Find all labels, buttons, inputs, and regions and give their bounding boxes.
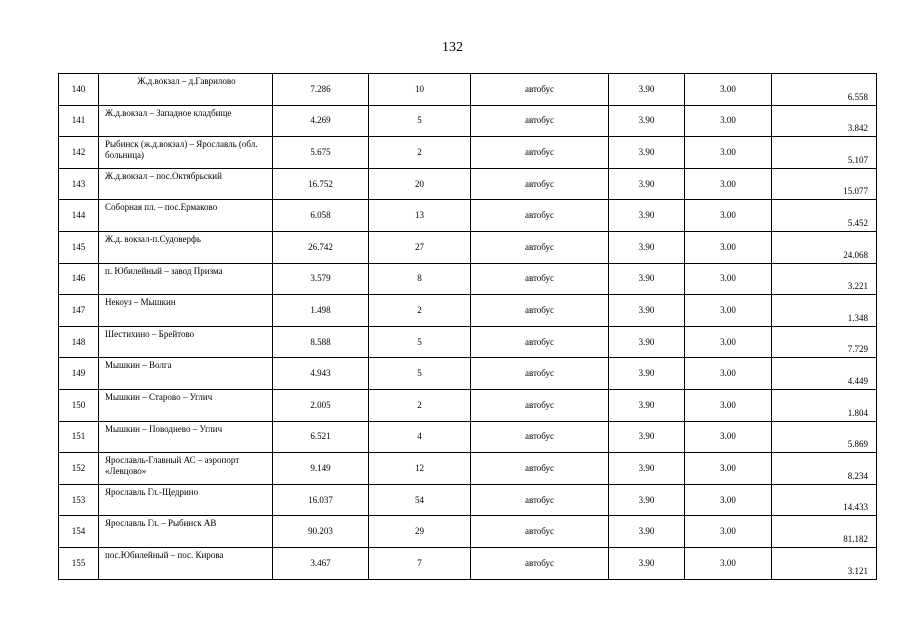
table-row — [59, 421, 877, 453]
route-length-cell: 1.498 — [273, 295, 369, 327]
route-total-cell: 8.234 — [772, 453, 877, 485]
table-row — [59, 326, 877, 358]
rate-two-cell: 3.00 — [685, 263, 772, 295]
route-total-cell: 4.449 — [772, 358, 877, 390]
route-total-cell: 15.077 — [772, 168, 877, 200]
route-stops-cell: 20 — [369, 168, 471, 200]
route-number-cell: 141 — [59, 105, 99, 137]
rate-two-cell: 3.00 — [685, 326, 772, 358]
route-name-cell: Мышкин – Старово – Углич — [99, 389, 273, 421]
route-length-cell: 90.203 — [273, 516, 369, 548]
route-stops-cell: 10 — [369, 74, 471, 106]
rate-one-cell: 3.90 — [609, 200, 685, 232]
rate-one-cell: 3.90 — [609, 137, 685, 169]
rate-two-cell: 3.00 — [685, 547, 772, 579]
table-row — [59, 358, 877, 390]
route-number-cell: 145 — [59, 231, 99, 263]
route-name-cell: Ярославль Гл. – Рыбинск АВ — [99, 516, 273, 548]
rate-one-cell: 3.90 — [609, 547, 685, 579]
transport-type-cell: автобус — [471, 231, 609, 263]
table-row — [59, 105, 877, 137]
route-length-cell: 2.005 — [273, 389, 369, 421]
transport-type-cell: автобус — [471, 547, 609, 579]
rate-one-cell: 3.90 — [609, 105, 685, 137]
rate-one-cell: 3.90 — [609, 263, 685, 295]
route-number-cell: 144 — [59, 200, 99, 232]
route-name-cell: Ж.д.вокзал – пос.Октябрьский — [99, 168, 273, 200]
route-name-cell: Некоуз – Мышкин — [99, 295, 273, 327]
route-number-cell: 143 — [59, 168, 99, 200]
rate-one-cell: 3.90 — [609, 295, 685, 327]
rate-one-cell: 3.90 — [609, 421, 685, 453]
route-total-cell: 3.842 — [772, 105, 877, 137]
route-total-cell: 81.182 — [772, 516, 877, 548]
rate-one-cell: 3.90 — [609, 326, 685, 358]
route-number-cell: 155 — [59, 547, 99, 579]
route-number-cell: 149 — [59, 358, 99, 390]
rate-two-cell: 3.00 — [685, 105, 772, 137]
route-length-cell: 3.579 — [273, 263, 369, 295]
rate-two-cell: 3.00 — [685, 200, 772, 232]
route-number-cell: 148 — [59, 326, 99, 358]
route-total-cell: 5.107 — [772, 137, 877, 169]
route-total-cell: 3.221 — [772, 263, 877, 295]
route-stops-cell: 2 — [369, 295, 471, 327]
route-name-cell: Шестихино – Брейтово — [99, 326, 273, 358]
table-row — [59, 137, 877, 169]
route-length-cell: 16.752 — [273, 168, 369, 200]
route-stops-cell: 2 — [369, 389, 471, 421]
route-name-cell: пос.Юбилейный – пос. Кирова — [99, 547, 273, 579]
rate-one-cell: 3.90 — [609, 168, 685, 200]
rate-two-cell: 3.00 — [685, 421, 772, 453]
route-number-cell: 142 — [59, 137, 99, 169]
route-length-cell: 9.149 — [273, 453, 369, 485]
table-row — [59, 389, 877, 421]
table-row — [59, 453, 877, 485]
route-name-cell: Рыбинск (ж.д.вокзал) – Ярославль (обл. больница) — [99, 137, 273, 169]
route-name-cell: Ж.д.вокзал – Западное кладбище — [99, 105, 273, 137]
route-length-cell: 26.742 — [273, 231, 369, 263]
route-stops-cell: 27 — [369, 231, 471, 263]
rate-two-cell: 3.00 — [685, 137, 772, 169]
table-row — [59, 547, 877, 579]
route-length-cell: 8.588 — [273, 326, 369, 358]
rate-one-cell: 3.90 — [609, 358, 685, 390]
table-row — [59, 516, 877, 548]
rate-two-cell: 3.00 — [685, 516, 772, 548]
rate-one-cell: 3.90 — [609, 453, 685, 485]
route-stops-cell: 2 — [369, 137, 471, 169]
route-number-cell: 150 — [59, 389, 99, 421]
transport-type-cell: автобус — [471, 421, 609, 453]
route-total-cell: 1.348 — [772, 295, 877, 327]
route-number-cell: 154 — [59, 516, 99, 548]
rate-two-cell: 3.00 — [685, 484, 772, 516]
route-total-cell: 3.121 — [772, 547, 877, 579]
route-name-cell: Ж.д.вокзал – д.Гаврилово — [99, 74, 273, 106]
route-number-cell: 147 — [59, 295, 99, 327]
table-row — [59, 74, 877, 106]
route-length-cell: 16.037 — [273, 484, 369, 516]
rate-one-cell: 3.90 — [609, 74, 685, 106]
route-total-cell: 5.452 — [772, 200, 877, 232]
transport-type-cell: автобус — [471, 74, 609, 106]
route-total-cell: 5.869 — [772, 421, 877, 453]
route-length-cell: 6.058 — [273, 200, 369, 232]
rate-two-cell: 3.00 — [685, 453, 772, 485]
table-row — [59, 168, 877, 200]
transport-type-cell: автобус — [471, 137, 609, 169]
transport-type-cell: автобус — [471, 295, 609, 327]
route-name-cell: Ярославль Гл.-Щедрино — [99, 484, 273, 516]
route-stops-cell: 8 — [369, 263, 471, 295]
table-row — [59, 200, 877, 232]
route-name-cell: Мышкин – Волга — [99, 358, 273, 390]
route-total-cell: 6.558 — [772, 74, 877, 106]
route-length-cell: 4.943 — [273, 358, 369, 390]
route-name-cell: Соборная пл. – пос.Ермаково — [99, 200, 273, 232]
route-total-cell: 24.068 — [772, 231, 877, 263]
route-number-cell: 152 — [59, 453, 99, 485]
route-stops-cell: 4 — [369, 421, 471, 453]
routes-table-body — [59, 74, 877, 580]
route-total-cell: 14.433 — [772, 484, 877, 516]
transport-type-cell: автобус — [471, 326, 609, 358]
transport-type-cell: автобус — [471, 389, 609, 421]
table-row — [59, 263, 877, 295]
rate-two-cell: 3.00 — [685, 389, 772, 421]
transport-type-cell: автобус — [471, 516, 609, 548]
rate-one-cell: 3.90 — [609, 389, 685, 421]
rate-one-cell: 3.90 — [609, 231, 685, 263]
transport-type-cell: автобус — [471, 200, 609, 232]
transport-type-cell: автобус — [471, 168, 609, 200]
table-row — [59, 231, 877, 263]
route-total-cell: 7.729 — [772, 326, 877, 358]
rate-two-cell: 3.00 — [685, 358, 772, 390]
route-number-cell: 153 — [59, 484, 99, 516]
route-number-cell: 140 — [59, 74, 99, 106]
route-name-cell: Ярославль-Главный АС – аэропорт «Левцово» — [99, 453, 273, 485]
table-row — [59, 295, 877, 327]
route-length-cell: 4.269 — [273, 105, 369, 137]
route-length-cell: 6.521 — [273, 421, 369, 453]
route-stops-cell: 7 — [369, 547, 471, 579]
route-stops-cell: 5 — [369, 358, 471, 390]
rate-two-cell: 3.00 — [685, 168, 772, 200]
route-length-cell: 5.675 — [273, 137, 369, 169]
route-stops-cell: 29 — [369, 516, 471, 548]
rate-two-cell: 3.00 — [685, 74, 772, 106]
routes-table — [58, 73, 877, 580]
transport-type-cell: автобус — [471, 263, 609, 295]
route-total-cell: 1.804 — [772, 389, 877, 421]
route-stops-cell: 5 — [369, 326, 471, 358]
route-name-cell: Ж.д. вокзал-п.Судоверфь — [99, 231, 273, 263]
transport-type-cell: автобус — [471, 358, 609, 390]
route-number-cell: 151 — [59, 421, 99, 453]
table-row — [59, 484, 877, 516]
route-stops-cell: 13 — [369, 200, 471, 232]
route-name-cell: Мышкин – Поводнево – Углич — [99, 421, 273, 453]
route-stops-cell: 5 — [369, 105, 471, 137]
page-number: 132 — [442, 40, 463, 55]
rate-two-cell: 3.00 — [685, 231, 772, 263]
route-stops-cell: 54 — [369, 484, 471, 516]
route-length-cell: 3.467 — [273, 547, 369, 579]
rate-two-cell: 3.00 — [685, 295, 772, 327]
rate-one-cell: 3.90 — [609, 484, 685, 516]
rate-one-cell: 3.90 — [609, 516, 685, 548]
transport-type-cell: автобус — [471, 105, 609, 137]
route-stops-cell: 12 — [369, 453, 471, 485]
route-length-cell: 7.286 — [273, 74, 369, 106]
transport-type-cell: автобус — [471, 453, 609, 485]
route-number-cell: 146 — [59, 263, 99, 295]
transport-type-cell: автобус — [471, 484, 609, 516]
route-name-cell: п. Юбилейный – завод Призма — [99, 263, 273, 295]
